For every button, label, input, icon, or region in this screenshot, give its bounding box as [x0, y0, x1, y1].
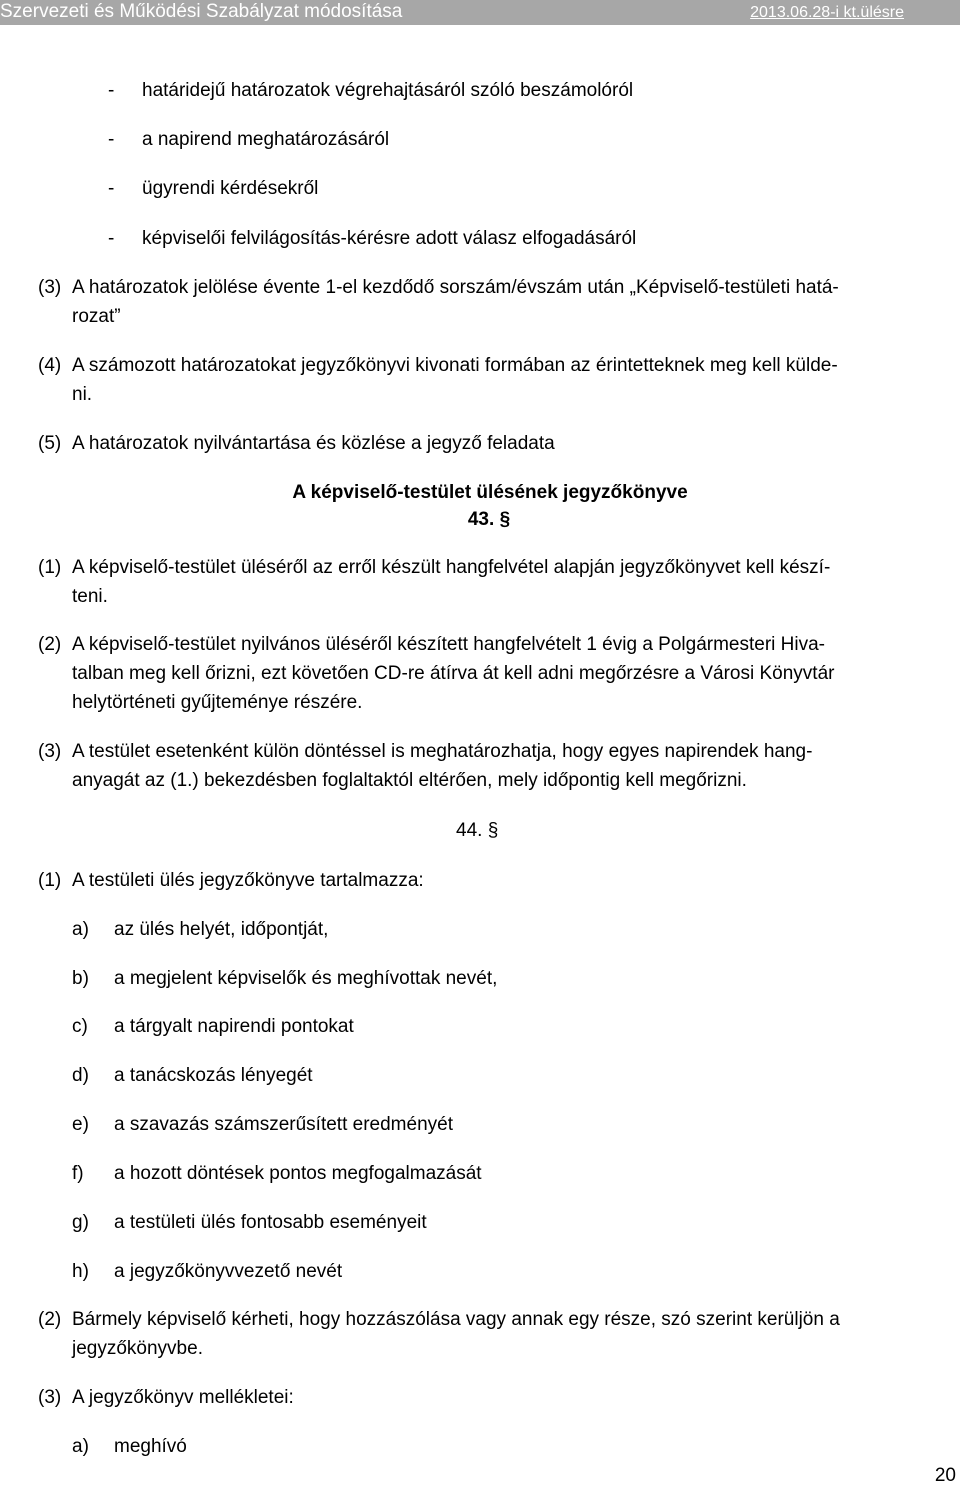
list-letter: a) — [72, 1436, 89, 1457]
list-letter: b) — [72, 968, 89, 989]
page-number: 20 — [934, 1465, 956, 1486]
paragraph-number: (1) — [38, 870, 62, 891]
list-letter: e) — [72, 1114, 89, 1135]
section-number-44: 44. — [456, 820, 483, 841]
paragraph-text: helytörténeti gyűjteménye részére. — [72, 692, 363, 713]
bullet-item: a napirend meghatározásáról — [142, 129, 390, 150]
paragraph-text: A képviselő-testület üléséről az erről készült hangfelvétel alapján jegyzőkönyvet kell készí- — [72, 557, 831, 578]
list-item: az ülés helyét, időpontját, — [114, 919, 329, 940]
list-item: a testületi ülés fontosabb eseményeit — [114, 1212, 427, 1233]
bullet-dash: - — [108, 228, 115, 249]
paragraph-text: A képviselő-testület nyilvános üléséről készített hangfelvételt 1 évig a Polgármesteri Hiva- — [72, 634, 825, 655]
section-sign: § — [487, 820, 499, 841]
list-letter: h) — [72, 1261, 89, 1282]
paragraph-number: (1) — [38, 557, 62, 578]
paragraph-text: A határozatok nyilvántartása és közlése a jegyző feladata — [72, 433, 555, 454]
paragraph-text: anyagát az (1.) bekezdésben foglaltaktól eltérően, mely időpontig kell megőrizni. — [72, 770, 747, 791]
paragraph-text: A testületi ülés jegyzőkönyve tartalmazza: — [72, 870, 424, 891]
bullet-dash: - — [108, 80, 115, 101]
list-letter: d) — [72, 1065, 89, 1086]
paragraph-number: (3) — [38, 277, 62, 298]
paragraph-text: A jegyzőkönyv mellékletei: — [72, 1387, 294, 1408]
section-number-43: 43. — [467, 509, 495, 530]
paragraph-text: A testület esetenként külön döntéssel is meghatározhatja, hogy egyes napirendek hang- — [72, 741, 813, 762]
section-number — [0, 509, 960, 531]
document-date: 2013.06.28-i kt.ülésre — [750, 4, 904, 21]
list-letter: f) — [72, 1163, 84, 1184]
section-number — [456, 820, 498, 842]
paragraph-text: A határozatok jelölése évente 1-el kezdődő sorszám/évszám után „Képviselő-testületi hatá- — [72, 277, 839, 298]
list-item: a megjelent képviselők és meghívottak nevét, — [114, 968, 498, 989]
list-letter: c) — [72, 1016, 88, 1037]
bullet-item: képviselői felvilágosítás-kérésre adott válasz elfogadásáról — [142, 228, 637, 249]
paragraph-text: Bármely képviselő kérheti, hogy hozzászólása vagy annak egy része, szó szerint kerüljön a — [72, 1309, 840, 1330]
paragraph-number: (2) — [38, 634, 62, 655]
list-item: a jegyzőkönyvvezető nevét — [114, 1261, 343, 1282]
paragraph-text: ni. — [72, 384, 93, 405]
list-item: a hozott döntések pontos megfogalmazását — [114, 1163, 482, 1184]
list-item: meghívó — [114, 1436, 187, 1457]
bullet-dash: - — [108, 129, 115, 150]
list-item: a tanácskozás lényegét — [114, 1065, 313, 1086]
bullet-dash: - — [108, 178, 115, 199]
paragraph-text: talban meg kell őrizni, ezt követően CD-re átírva át kell adni megőrzésre a Városi Könyvtár — [72, 663, 835, 684]
paragraph-text: A számozott határozatokat jegyzőkönyvi kivonati formában az érintetteknek meg kell külde- — [72, 355, 838, 376]
paragraph-number: (5) — [38, 433, 62, 454]
paragraph-text: rozat” — [72, 306, 121, 327]
list-item: a szavazás számszerűsített eredményét — [114, 1114, 453, 1135]
paragraph-text: jegyzőkönyvbe. — [72, 1338, 203, 1359]
paragraph-number: (4) — [38, 355, 62, 376]
paragraph-number: (2) — [38, 1309, 62, 1330]
bullet-item: ügyrendi kérdésekről — [142, 178, 319, 199]
section-title: A képviselő-testület ülésének jegyzőkönyve — [292, 482, 688, 503]
section-sign: § — [499, 509, 511, 530]
list-letter: g) — [72, 1212, 89, 1233]
bullet-item: határidejű határozatok végrehajtásáról szóló beszámolóról — [142, 80, 634, 101]
paragraph-number: (3) — [38, 741, 62, 762]
paragraph-text: teni. — [72, 586, 108, 607]
document-title: Szervezeti és Működési Szabályzat módosítása — [0, 1, 403, 22]
page-header — [0, 0, 960, 25]
list-letter: a) — [72, 919, 89, 940]
paragraph-number: (3) — [38, 1387, 62, 1408]
list-item: a tárgyalt napirendi pontokat — [114, 1016, 354, 1037]
